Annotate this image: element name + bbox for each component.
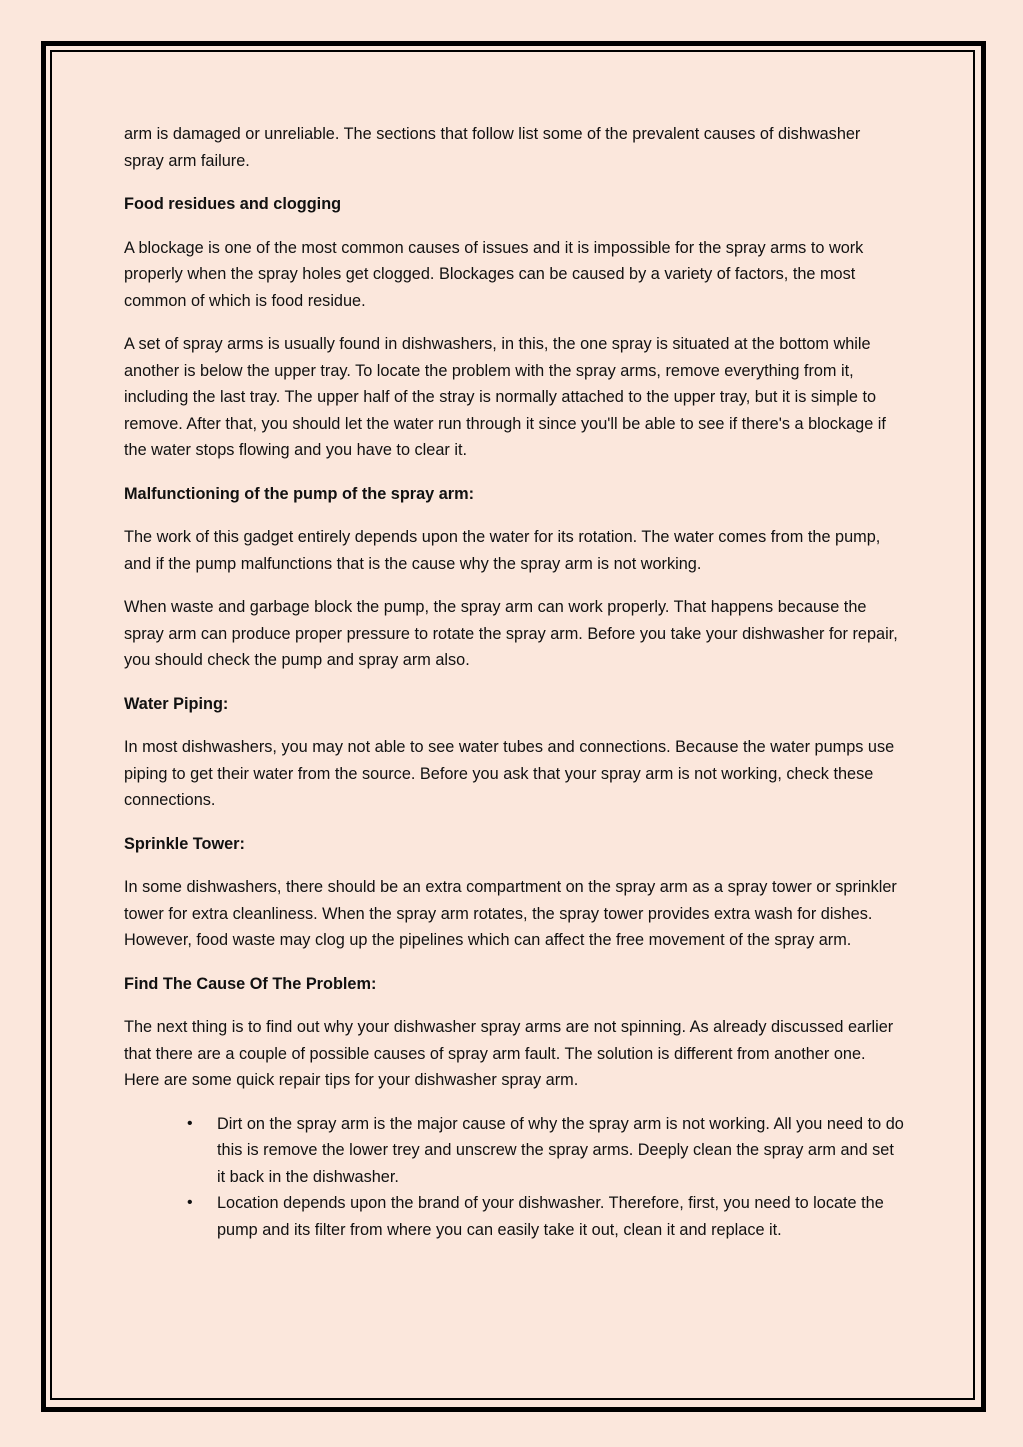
list-item <box>187 1190 904 1243</box>
heading-find-cause: Find The Cause Of The Problem: <box>124 974 377 993</box>
heading-sprinkle-tower: Sprinkle Tower: <box>124 834 245 853</box>
repair-tips-list <box>124 1111 904 1244</box>
list-item <box>187 1111 904 1191</box>
paragraph-intro: arm is damaged or unreliable. The sections that follow list some of the prevalent causes of dishwasher spray arm failure. <box>124 125 861 170</box>
heading-food-residues: Food residues and clogging <box>124 195 342 213</box>
paragraph-next-thing: The next thing is to find out why your dishwasher spray arms are not spinning. As already discussed earlier that there are a couple of possible causes of spray arm fault. The solution is different from another one. Here are some quick repair tips for your dishwasher spray arm. <box>124 1018 894 1089</box>
document-body <box>124 121 904 1243</box>
paragraph-rotation: The work of this gadget entirely depends upon the water for its rotation. The water comes from the pump, and if the pump malfunctions that is the cause why the spray arm is not working. <box>124 528 881 573</box>
paragraph-water-tubes: In most dishwashers, you may not able to see water tubes and connections. Because the water pumps use piping to get their water from the source. Before you ask that your spray arm is not working, check these connections. <box>124 738 895 809</box>
list-item-text: Location depends upon the brand of your dishwasher. Therefore, first, you need to locate the pump and its filter from where you can easily take it out, clean it and replace it. <box>217 1194 884 1239</box>
paragraph-sprinkler: In some dishwashers, there should be an extra compartment on the spray arm as a spray tower or sprinkler tower for extra cleanliness. When the spray arm rotates, the spray tower provides extra wash for dishes. However, food waste may clog up the pipelines which can affect the free movement of the spray arm. <box>124 878 897 949</box>
paragraph-blockage: A blockage is one of the most common causes of issues and it is impossible for the spray arms to work properly when the spray holes get clogged. Blockages can be caused by a variety of factors, the most common of which is food residue. <box>124 238 864 310</box>
bullet-icon: • <box>187 1194 193 1211</box>
paragraph-spray-arms-set: A set of spray arms is usually found in dishwashers, in this, the one spray is situated at the bottom while another is below the upper tray. To locate the problem with the spray arms, remove everything from it, including the last tray. The upper half of the stray is normally attached to the upper tray, but it is simple to remove. After that, you should let the water run through it since you'll be able to see if there's a blockage if the water stops flowing and you have to clear it. <box>124 335 886 459</box>
list-item-text: Dirt on the spray arm is the major cause of why the spray arm is not working. All you need to do this is remove the lower trey and unscrew the spray arms. Deeply clean the spray arm and set it back in the dishwasher. <box>217 1114 904 1186</box>
paragraph-waste-block: When waste and garbage block the pump, the spray arm can work properly. That happens because the spray arm can produce proper pressure to rotate the spray arm. Before you take your dishwasher for repair, you should check the pump and spray arm also. <box>124 598 898 669</box>
heading-pump-malfunction: Malfunctioning of the pump of the spray arm: <box>124 484 475 503</box>
heading-water-piping: Water Piping: <box>124 694 229 713</box>
bullet-icon: • <box>187 1114 193 1132</box>
